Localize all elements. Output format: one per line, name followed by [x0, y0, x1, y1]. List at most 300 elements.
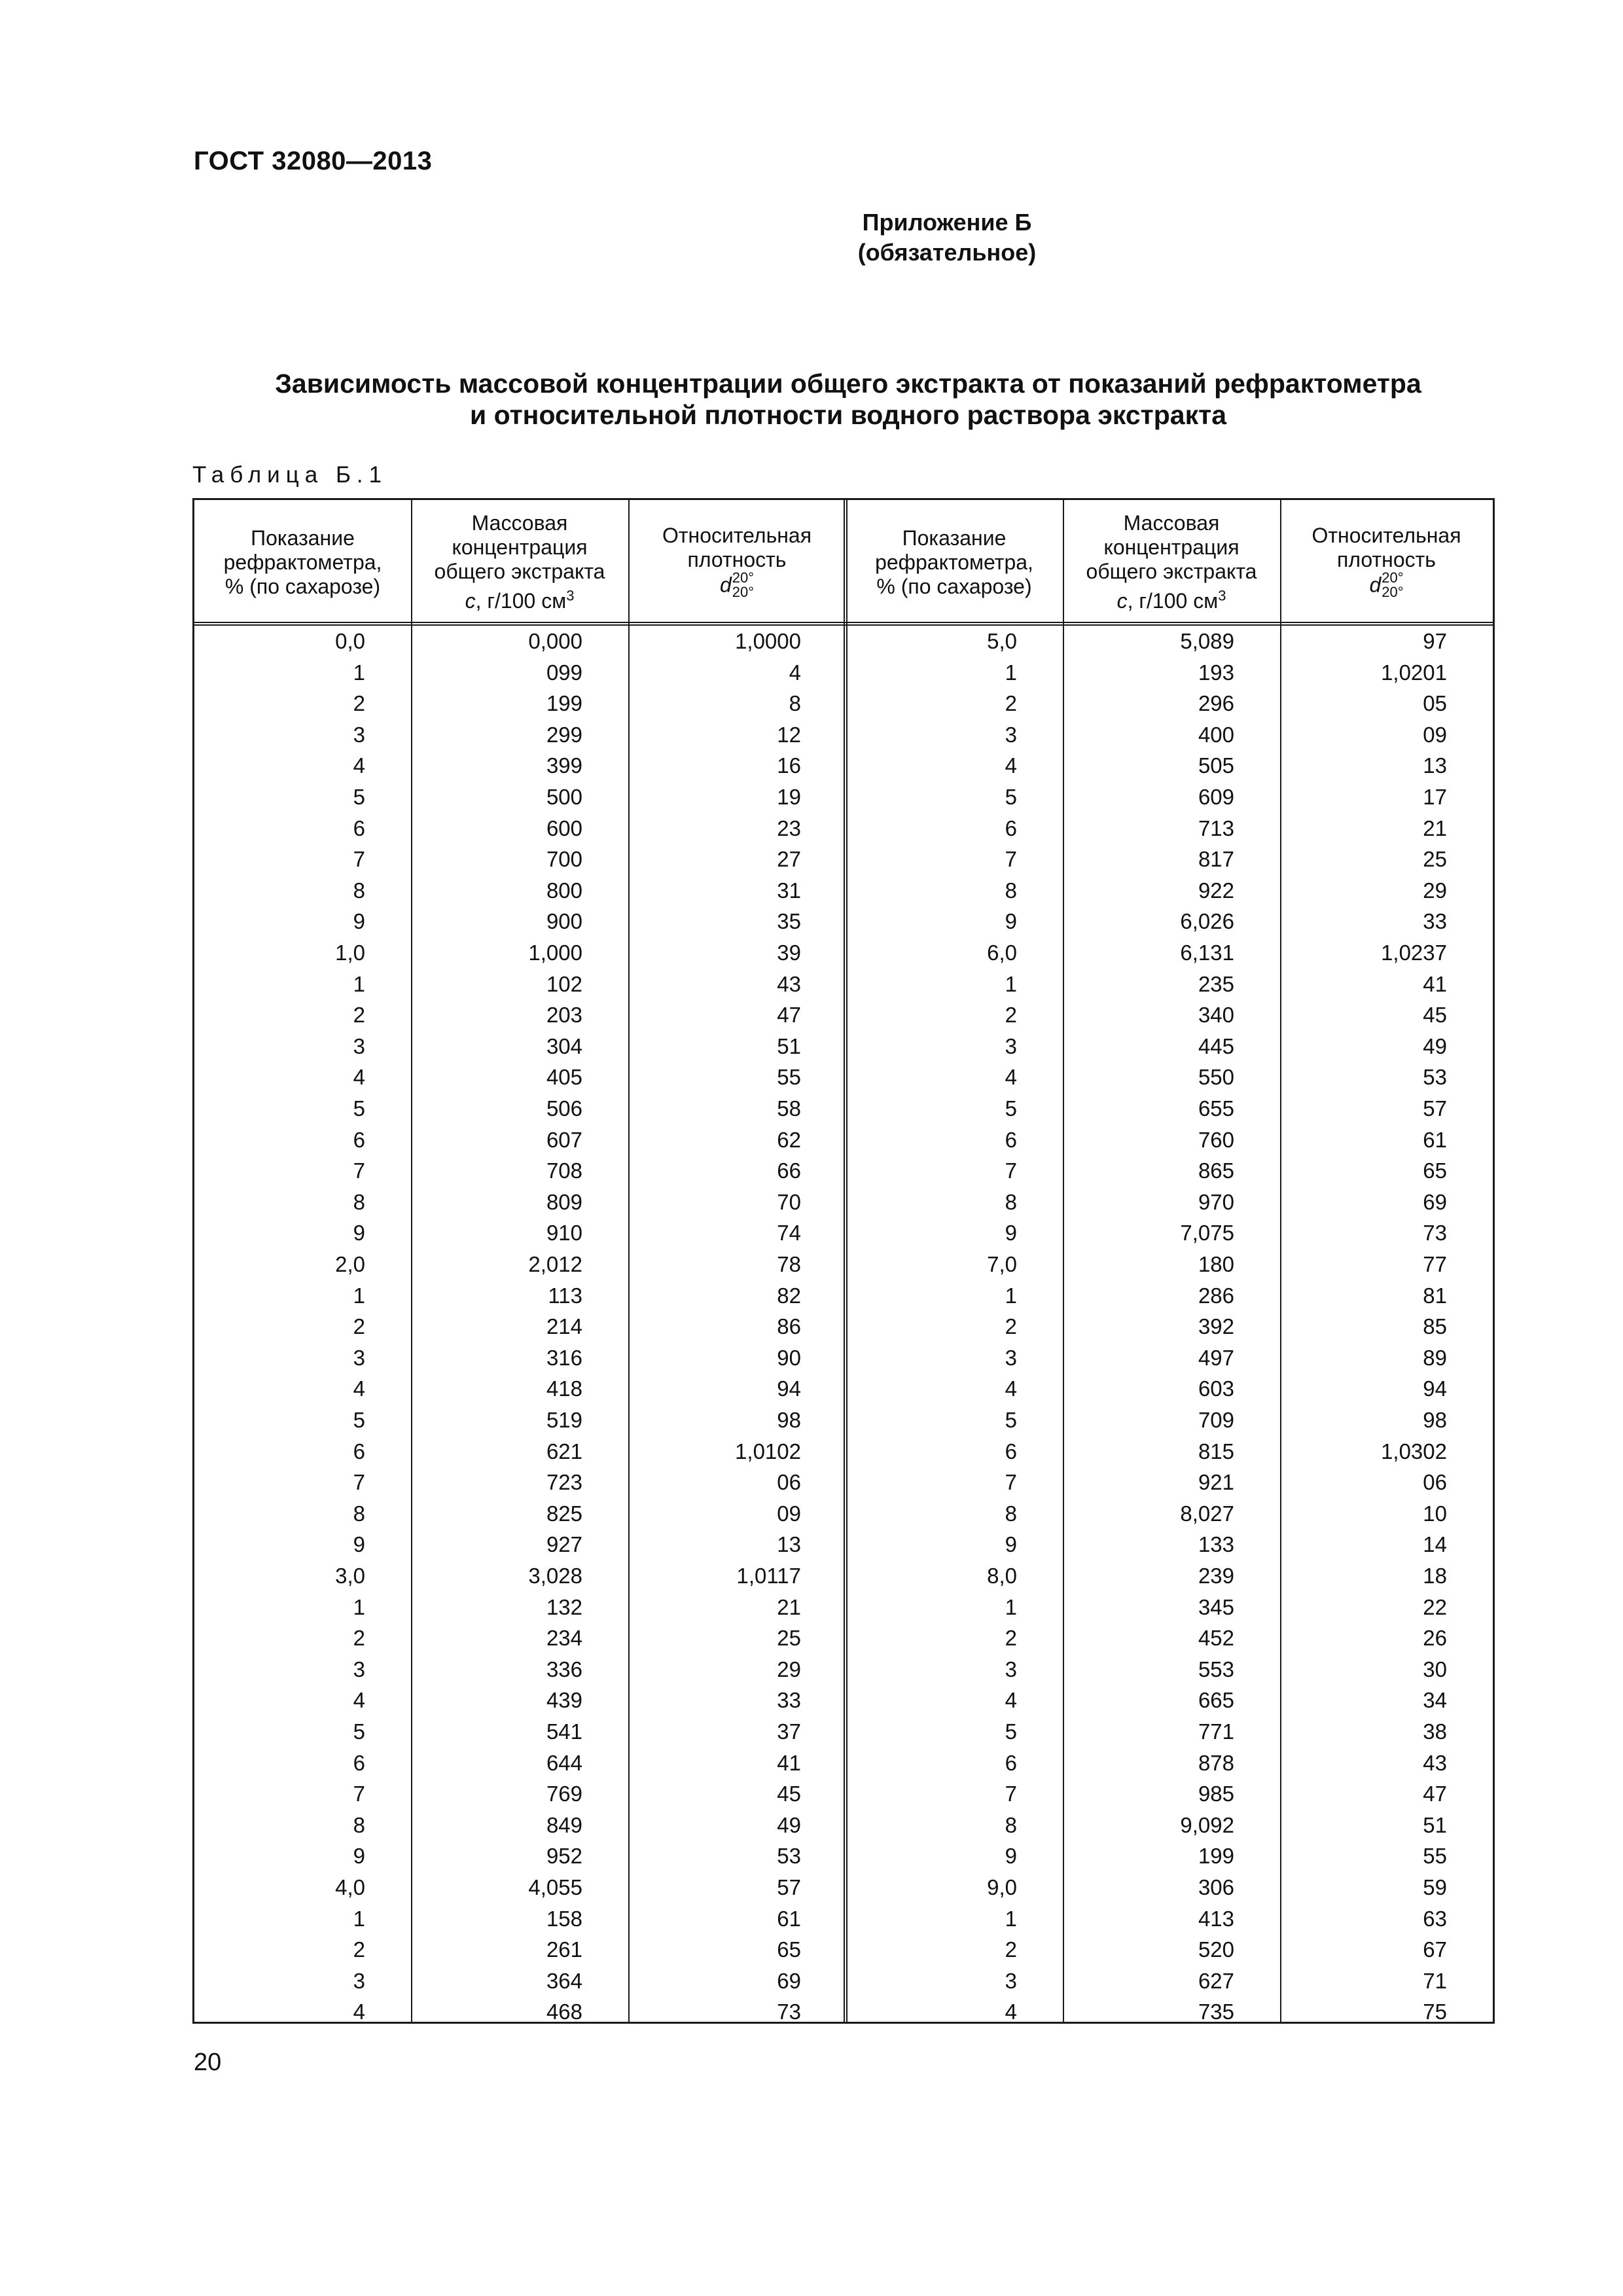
header-text: % (по сахарозе): [224, 574, 381, 598]
refractometer-reading-cell: 2: [1005, 691, 1017, 716]
extract-concentration-cell: 306: [1198, 1875, 1234, 1899]
relative-density-cell: 70: [777, 1189, 801, 1214]
table-row: [194, 1778, 1493, 1810]
extract-concentration-cell: 921: [1198, 1470, 1234, 1495]
extract-concentration-cell: 340: [1198, 1003, 1234, 1028]
density-subscript: 20°: [1382, 584, 1404, 600]
extract-concentration-cell: 345: [1198, 1594, 1234, 1619]
table-row: [194, 688, 1493, 719]
table-row: [194, 750, 1493, 781]
extract-concentration-cell: 132: [546, 1594, 582, 1619]
refractometer-reading-cell: 2: [1005, 1003, 1017, 1028]
relative-density-cell: 69: [777, 1968, 801, 1993]
relative-density-cell: 41: [1423, 971, 1447, 996]
unit-exponent: 3: [566, 587, 575, 604]
refractometer-reading-cell: 7: [1005, 1470, 1017, 1495]
refractometer-reading-cell: 8: [1005, 1501, 1017, 1526]
relative-density-cell: 74: [777, 1221, 801, 1246]
extract-concentration-cell: 541: [546, 1719, 582, 1744]
extract-concentration-cell: 418: [546, 1376, 582, 1401]
refractometer-reading-cell: 6: [1005, 1439, 1017, 1463]
relative-density-cell: 41: [777, 1750, 801, 1775]
extract-concentration-cell: 621: [546, 1439, 582, 1463]
data-table: [192, 498, 1495, 2024]
refractometer-reading-cell: 4: [1005, 2000, 1017, 2024]
refractometer-reading-cell: 3: [1005, 722, 1017, 747]
relative-density-cell: 59: [1423, 1875, 1447, 1899]
extract-concentration-cell: 1,000: [528, 941, 582, 965]
table-row: [194, 1311, 1493, 1342]
relative-density-cell: 37: [777, 1719, 801, 1744]
relative-density-cell: 73: [1423, 1221, 1447, 1246]
extract-concentration-cell: 392: [1198, 1314, 1234, 1339]
refractometer-reading-cell: 3: [353, 1968, 365, 1993]
header-text: концентрация: [1103, 535, 1240, 559]
refractometer-reading-cell: 4: [353, 1688, 365, 1713]
refractometer-reading-cell: 4: [353, 1376, 365, 1401]
relative-density-cell: 1,0102: [735, 1439, 801, 1463]
refractometer-reading-cell: 0,0: [335, 629, 365, 653]
extract-concentration-cell: 193: [1198, 660, 1234, 685]
refractometer-reading-cell: 6: [1005, 1127, 1017, 1152]
refractometer-reading-cell: 9: [1005, 1532, 1017, 1557]
unit-text: , г/100 см: [1127, 589, 1219, 613]
relative-density-cell: 97: [1423, 629, 1447, 653]
relative-density-cell: 43: [777, 971, 801, 996]
extract-concentration-cell: 600: [546, 816, 582, 840]
header-text: Массовая: [1123, 511, 1220, 535]
refractometer-reading-cell: 5: [1005, 1408, 1017, 1432]
extract-concentration-cell: 399: [546, 753, 582, 778]
refractometer-reading-cell: 9: [353, 1844, 365, 1869]
relative-density-cell: 34: [1423, 1688, 1447, 1713]
relative-density-cell: 85: [1423, 1314, 1447, 1339]
refractometer-reading-cell: 5: [1005, 1096, 1017, 1121]
refractometer-reading-cell: 7,0: [987, 1252, 1017, 1276]
relative-density-cell: 17: [1423, 785, 1447, 809]
relative-density-cell: 98: [1423, 1408, 1447, 1432]
table-row: [194, 1716, 1493, 1748]
extract-concentration-cell: 709: [1198, 1408, 1234, 1432]
extract-concentration-cell: 113: [548, 1283, 582, 1308]
table-row: [194, 657, 1493, 689]
extract-concentration-cell: 655: [1198, 1096, 1234, 1121]
header-density-left: [628, 500, 846, 622]
refractometer-reading-cell: 3: [1005, 1968, 1017, 1993]
refractometer-reading-cell: 9: [1005, 1221, 1017, 1246]
extract-concentration-cell: 199: [546, 691, 582, 716]
table-row: [194, 1748, 1493, 1779]
appendix-title: Приложение Б: [862, 209, 1032, 236]
extract-concentration-cell: 665: [1198, 1688, 1234, 1713]
refractometer-reading-cell: 6: [353, 1750, 365, 1775]
table-row: [194, 813, 1493, 844]
refractometer-reading-cell: 6: [353, 1127, 365, 1152]
extract-concentration-cell: 405: [546, 1065, 582, 1090]
extract-concentration-cell: 099: [546, 660, 582, 685]
header-text: плотность: [687, 548, 787, 571]
refractometer-reading-cell: 4: [1005, 1376, 1017, 1401]
extract-concentration-cell: 553: [1198, 1657, 1234, 1681]
relative-density-cell: 55: [1423, 1844, 1447, 1869]
refractometer-reading-cell: 8: [353, 1812, 365, 1837]
refractometer-reading-cell: 1: [1005, 1594, 1017, 1619]
extract-concentration-cell: 500: [546, 785, 582, 809]
extract-concentration-cell: 910: [546, 1221, 582, 1246]
header-text: рефрактометра,: [875, 550, 1033, 574]
extract-concentration-cell: 927: [546, 1532, 582, 1557]
density-subscript: 20°: [732, 584, 755, 600]
header-text: Показание: [251, 526, 355, 550]
relative-density-cell: 1,0117: [736, 1564, 801, 1588]
unit-exponent: 3: [1218, 587, 1226, 604]
extract-concentration-cell: 713: [1198, 816, 1234, 840]
relative-density-cell: 29: [777, 1657, 801, 1681]
relative-density-cell: 90: [777, 1345, 801, 1370]
relative-density-cell: 16: [777, 753, 801, 778]
extract-concentration-cell: 708: [546, 1158, 582, 1183]
table-heading-line-2: и относительной плотности водного раствора экстракта: [469, 400, 1227, 430]
refractometer-reading-cell: 1: [353, 660, 365, 685]
refractometer-reading-cell: 5: [353, 785, 365, 809]
extract-concentration-cell: 735: [1198, 2000, 1234, 2024]
relative-density-cell: 1,0302: [1381, 1439, 1447, 1463]
extract-concentration-cell: 445: [1198, 1033, 1234, 1058]
extract-concentration-cell: 261: [546, 1937, 582, 1962]
relative-density-cell: 43: [1423, 1750, 1447, 1775]
relative-density-cell: 55: [777, 1065, 801, 1090]
table-row: [194, 1872, 1493, 1903]
relative-density-cell: 81: [1423, 1283, 1447, 1308]
extract-concentration-cell: 7,075: [1180, 1221, 1234, 1246]
table-row: [194, 906, 1493, 937]
table-row: [194, 1560, 1493, 1592]
extract-concentration-cell: 609: [1198, 785, 1234, 809]
relative-density-cell: 94: [777, 1376, 801, 1401]
refractometer-reading-cell: 3: [353, 1345, 365, 1370]
table-row: [194, 1062, 1493, 1093]
relative-density-cell: 53: [777, 1844, 801, 1869]
extract-concentration-cell: 800: [546, 878, 582, 903]
extract-concentration-cell: 158: [546, 1906, 582, 1931]
refractometer-reading-cell: 4: [1005, 1065, 1017, 1090]
extract-concentration-cell: 809: [546, 1189, 582, 1214]
refractometer-reading-cell: 5: [353, 1719, 365, 1744]
extract-concentration-cell: 497: [1198, 1345, 1234, 1370]
refractometer-reading-cell: 7: [1005, 1158, 1017, 1183]
header-concentration-left: [411, 500, 628, 622]
relative-density-cell: 31: [777, 878, 801, 903]
refractometer-reading-cell: 1: [353, 1906, 365, 1931]
relative-density-cell: 25: [1423, 847, 1447, 872]
extract-concentration-cell: 3,028: [528, 1564, 582, 1588]
relative-density-cell: 67: [1423, 1937, 1447, 1962]
relative-density-cell: 09: [777, 1501, 801, 1526]
extract-concentration-cell: 6,026: [1180, 909, 1234, 934]
extract-concentration-cell: 299: [546, 722, 582, 747]
extract-concentration-cell: 5,089: [1180, 629, 1234, 653]
refractometer-reading-cell: 7: [353, 1158, 365, 1183]
refractometer-reading-cell: 5: [353, 1408, 365, 1432]
relative-density-cell: 4: [789, 660, 801, 685]
refractometer-reading-cell: 2,0: [335, 1252, 365, 1276]
refractometer-reading-cell: 4,0: [335, 1875, 365, 1899]
refractometer-reading-cell: 1: [353, 1594, 365, 1619]
relative-density-cell: 06: [1423, 1470, 1447, 1495]
extract-concentration-cell: 769: [546, 1782, 582, 1806]
extract-concentration-cell: 627: [1198, 1968, 1234, 1993]
page-number: 20: [194, 2049, 222, 2076]
extract-concentration-cell: 922: [1198, 878, 1234, 903]
relative-density-cell: 94: [1423, 1376, 1447, 1401]
refractometer-reading-cell: 7: [353, 847, 365, 872]
refractometer-reading-cell: 5: [1005, 1719, 1017, 1744]
extract-concentration-cell: 607: [546, 1127, 582, 1152]
extract-concentration-cell: 760: [1198, 1127, 1234, 1152]
extract-concentration-cell: 6,131: [1180, 941, 1234, 965]
relative-density-cell: 89: [1423, 1345, 1447, 1370]
refractometer-reading-cell: 6,0: [987, 941, 1017, 965]
header-text: Относительная: [1311, 524, 1461, 547]
table-row: [194, 781, 1493, 813]
appendix-status: (обязательное): [857, 239, 1037, 266]
relative-density-cell: 33: [1423, 909, 1447, 934]
relative-density-cell: 86: [777, 1314, 801, 1339]
relative-density-cell: 14: [1423, 1532, 1447, 1557]
relative-density-cell: 98: [777, 1408, 801, 1432]
refractometer-reading-cell: 6: [1005, 1750, 1017, 1775]
relative-density-cell: 57: [1423, 1096, 1447, 1121]
relative-density-cell: 18: [1423, 1564, 1447, 1588]
extract-concentration-cell: 970: [1198, 1189, 1234, 1214]
extract-concentration-cell: 700: [546, 847, 582, 872]
relative-density-cell: 71: [1423, 1968, 1447, 1993]
extract-concentration-cell: 900: [546, 909, 582, 934]
relative-density-cell: 58: [777, 1096, 801, 1121]
table-row: [194, 1342, 1493, 1374]
density-superscript: 20°: [1382, 569, 1404, 586]
extract-concentration-cell: 413: [1198, 1906, 1234, 1931]
extract-concentration-cell: 849: [546, 1812, 582, 1837]
header-text: Массовая: [471, 511, 568, 535]
header-refractometer-left: [194, 500, 411, 622]
extract-concentration-cell: 239: [1198, 1564, 1234, 1588]
refractometer-reading-cell: 2: [1005, 1626, 1017, 1651]
relative-density-cell: 26: [1423, 1626, 1447, 1651]
refractometer-reading-cell: 8: [1005, 1189, 1017, 1214]
extract-concentration-cell: 603: [1198, 1376, 1234, 1401]
density-symbol: [1369, 569, 1404, 601]
concentration-symbol: c: [1116, 589, 1128, 613]
table-row: [194, 844, 1493, 875]
refractometer-reading-cell: 8: [353, 878, 365, 903]
refractometer-reading-cell: 2: [1005, 1314, 1017, 1339]
refractometer-reading-cell: 2: [1005, 1937, 1017, 1962]
extract-concentration-cell: 723: [546, 1470, 582, 1495]
extract-concentration-cell: 180: [1198, 1252, 1234, 1276]
table-row: [194, 1592, 1493, 1623]
refractometer-reading-cell: 9: [1005, 1844, 1017, 1869]
refractometer-reading-cell: 9: [353, 909, 365, 934]
refractometer-reading-cell: 1: [1005, 1906, 1017, 1931]
refractometer-reading-cell: 8: [353, 1189, 365, 1214]
relative-density-cell: 47: [1423, 1782, 1447, 1806]
relative-density-cell: 75: [1423, 2000, 1447, 2024]
relative-density-cell: 33: [777, 1688, 801, 1713]
table-row: [194, 937, 1493, 969]
relative-density-cell: 65: [777, 1937, 801, 1962]
table-row: [194, 1187, 1493, 1218]
refractometer-reading-cell: 3: [1005, 1345, 1017, 1370]
relative-density-cell: 22: [1423, 1594, 1447, 1619]
table-heading-line-1: Зависимость массовой концентрации общего экстракта от показаний рефрактометра: [275, 368, 1421, 399]
relative-density-cell: 8: [789, 691, 801, 716]
table-label: Таблица Б.1: [192, 462, 388, 488]
relative-density-cell: 49: [1423, 1033, 1447, 1058]
header-text: общего экстракта: [1086, 559, 1257, 583]
relative-density-cell: 65: [1423, 1158, 1447, 1183]
refractometer-reading-cell: 9,0: [987, 1875, 1017, 1899]
refractometer-reading-cell: 9: [353, 1221, 365, 1246]
header-refractometer-right: [846, 500, 1063, 622]
extract-concentration-cell: 9,092: [1180, 1812, 1234, 1837]
extract-concentration-cell: 519: [546, 1408, 582, 1432]
refractometer-reading-cell: 8: [353, 1501, 365, 1526]
table-row: [194, 1405, 1493, 1436]
concentration-symbol: c: [465, 589, 476, 613]
relative-density-cell: 45: [1423, 1003, 1447, 1028]
refractometer-reading-cell: 3: [353, 1033, 365, 1058]
relative-density-cell: 66: [777, 1158, 801, 1183]
refractometer-reading-cell: 2: [353, 1937, 365, 1962]
table-row: [194, 626, 1493, 657]
table-row: [194, 1529, 1493, 1560]
refractometer-reading-cell: 4: [353, 1065, 365, 1090]
refractometer-reading-cell: 7: [353, 1782, 365, 1806]
table-row: [194, 1623, 1493, 1654]
relative-density-cell: 49: [777, 1812, 801, 1837]
density-letter: d: [719, 573, 732, 597]
relative-density-cell: 57: [777, 1875, 801, 1899]
relative-density-cell: 51: [777, 1033, 801, 1058]
extract-concentration-cell: 2,012: [528, 1252, 582, 1276]
refractometer-reading-cell: 5: [1005, 785, 1017, 809]
relative-density-cell: 77: [1423, 1252, 1447, 1276]
refractometer-reading-cell: 3: [1005, 1657, 1017, 1681]
table-row: [194, 1093, 1493, 1124]
header-text: общего экстракта: [434, 559, 605, 583]
refractometer-reading-cell: 1: [353, 1283, 365, 1308]
refractometer-reading-cell: 2: [353, 1003, 365, 1028]
relative-density-cell: 06: [777, 1470, 801, 1495]
refractometer-reading-cell: 1: [1005, 971, 1017, 996]
refractometer-reading-cell: 4: [353, 2000, 365, 2024]
table-row: [194, 1840, 1493, 1872]
header-text: рефрактометра,: [223, 550, 382, 574]
table-row: [194, 1965, 1493, 1997]
relative-density-cell: 10: [1423, 1501, 1447, 1526]
header-density-right: [1280, 500, 1493, 622]
relative-density-cell: 62: [777, 1127, 801, 1152]
header-text: Относительная: [662, 524, 812, 547]
relative-density-cell: 23: [777, 816, 801, 840]
extract-concentration-cell: 952: [546, 1844, 582, 1869]
relative-density-cell: 82: [777, 1283, 801, 1308]
header-text: Показание: [902, 526, 1007, 550]
extract-concentration-cell: 505: [1198, 753, 1234, 778]
table-row: [194, 969, 1493, 1000]
table-row: [194, 1467, 1493, 1498]
table-row: [194, 719, 1493, 751]
extract-concentration-cell: 400: [1198, 722, 1234, 747]
header-text: концентрация: [452, 535, 588, 559]
relative-density-cell: 19: [777, 785, 801, 809]
relative-density-cell: 21: [1423, 816, 1447, 840]
unit-text: , г/100 см: [475, 589, 567, 613]
extract-concentration-cell: 468: [546, 2000, 582, 2024]
relative-density-cell: 53: [1423, 1065, 1447, 1090]
refractometer-reading-cell: 2: [353, 691, 365, 716]
relative-density-cell: 1,0201: [1381, 660, 1447, 685]
header-text: плотность: [1337, 548, 1436, 571]
refractometer-reading-cell: 3,0: [335, 1564, 365, 1588]
extract-concentration-cell: 234: [546, 1626, 582, 1651]
extract-concentration-cell: 439: [546, 1688, 582, 1713]
document-code: ГОСТ 32080—2013: [194, 147, 433, 175]
relative-density-cell: 05: [1423, 691, 1447, 716]
extract-concentration-cell: 644: [546, 1750, 582, 1775]
extract-concentration-cell: 452: [1198, 1626, 1234, 1651]
refractometer-reading-cell: 2: [353, 1314, 365, 1339]
relative-density-cell: 12: [777, 722, 801, 747]
refractometer-reading-cell: 8: [1005, 878, 1017, 903]
refractometer-reading-cell: 1,0: [335, 941, 365, 965]
relative-density-cell: 13: [777, 1532, 801, 1557]
relative-density-cell: 45: [777, 1782, 801, 1806]
relative-density-cell: 61: [1423, 1127, 1447, 1152]
refractometer-reading-cell: 7: [1005, 1782, 1017, 1806]
refractometer-reading-cell: 8,0: [987, 1564, 1017, 1588]
extract-concentration-cell: 0,000: [528, 629, 582, 653]
relative-density-cell: 61: [777, 1906, 801, 1931]
refractometer-reading-cell: 1: [1005, 1283, 1017, 1308]
table-row: [194, 1996, 1493, 2028]
header-concentration-right: [1063, 500, 1280, 622]
relative-density-cell: 27: [777, 847, 801, 872]
table-row: [194, 1436, 1493, 1467]
table-row: [194, 1934, 1493, 1965]
extract-concentration-cell: 815: [1198, 1439, 1234, 1463]
table-row: [194, 999, 1493, 1031]
extract-concentration-cell: 550: [1198, 1065, 1234, 1090]
extract-concentration-cell: 878: [1198, 1750, 1234, 1775]
density-letter: d: [1369, 573, 1382, 597]
relative-density-cell: 69: [1423, 1189, 1447, 1214]
table-row: [194, 1654, 1493, 1685]
table-row: [194, 1685, 1493, 1716]
relative-density-cell: 51: [1423, 1812, 1447, 1837]
extract-concentration-cell: 235: [1198, 971, 1234, 996]
relative-density-cell: 38: [1423, 1719, 1447, 1744]
refractometer-reading-cell: 7: [1005, 847, 1017, 872]
relative-density-cell: 73: [777, 2000, 801, 2024]
extract-concentration-cell: 199: [1198, 1844, 1234, 1869]
refractometer-reading-cell: 4: [1005, 753, 1017, 778]
table-row: [194, 1280, 1493, 1312]
refractometer-reading-cell: 6: [353, 816, 365, 840]
refractometer-reading-cell: 8: [1005, 1812, 1017, 1837]
table-row: [194, 1810, 1493, 1841]
